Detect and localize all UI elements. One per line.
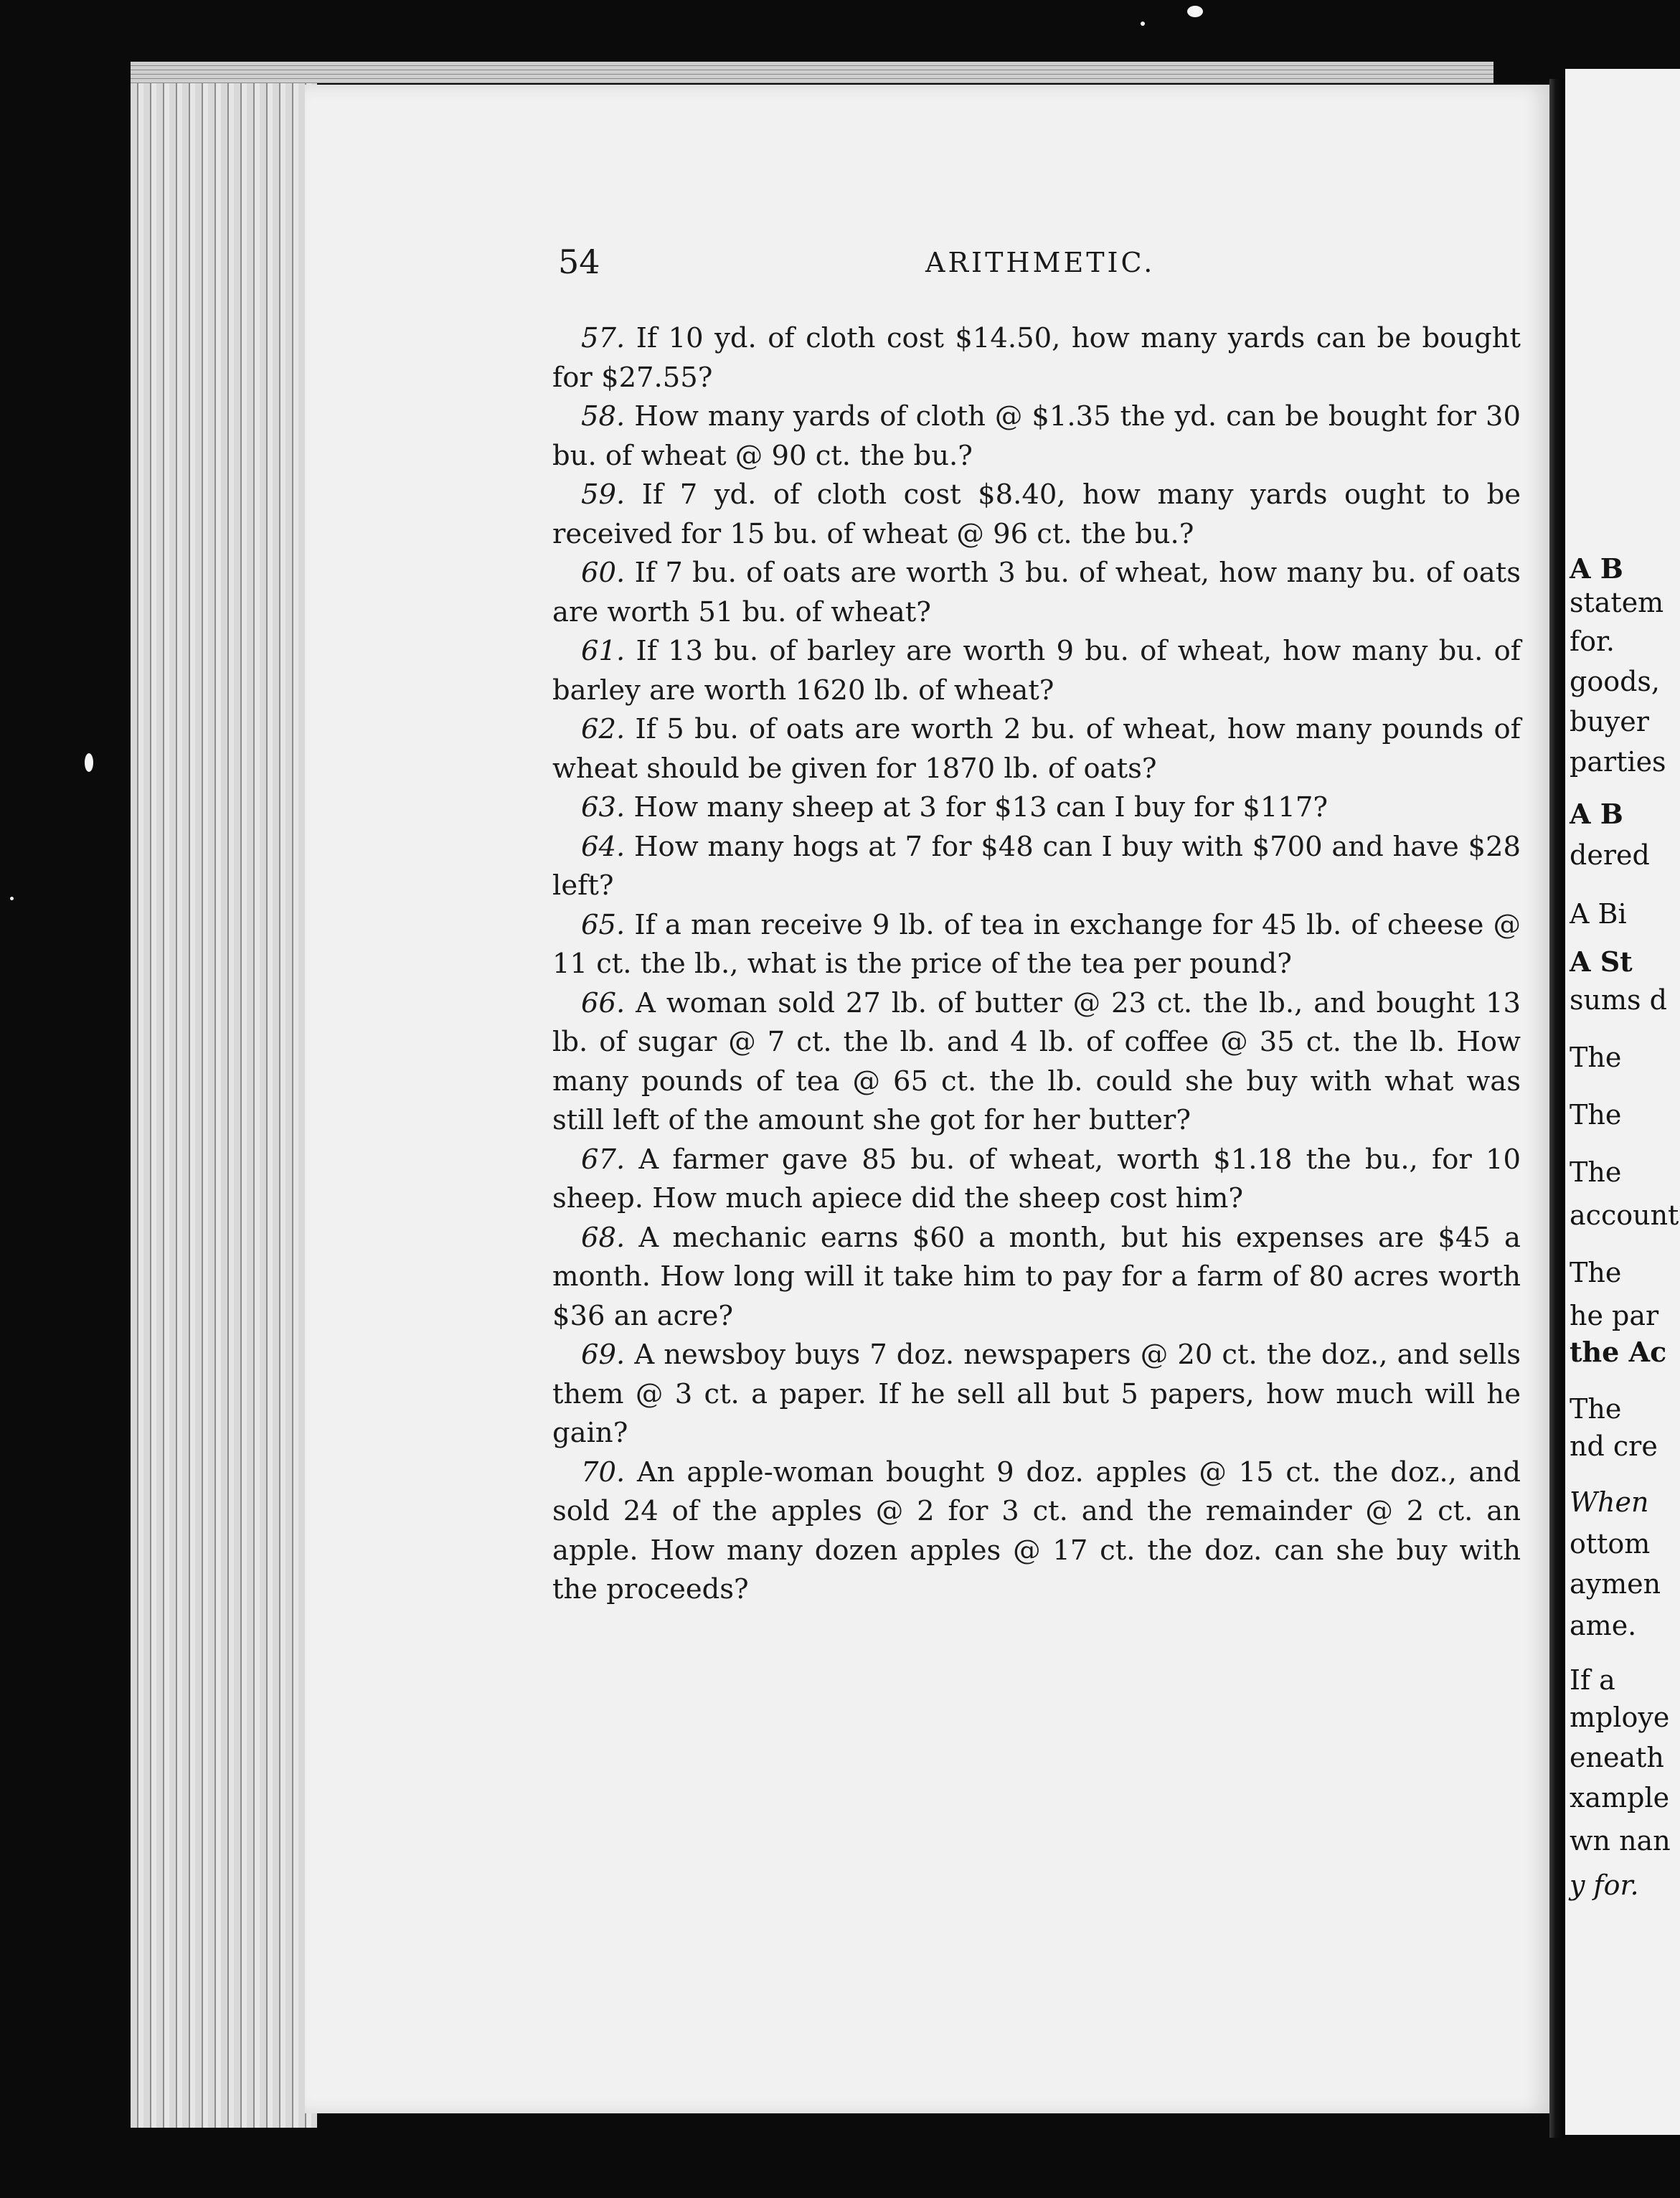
book-gutter <box>1549 79 1565 2138</box>
problem-item <box>552 788 1521 828</box>
scan-speck <box>85 753 93 772</box>
problem-item <box>552 984 1521 1141</box>
right-page-line: he par <box>1570 1300 1659 1331</box>
right-page-line: The <box>1570 1257 1622 1288</box>
right-page-line: parties <box>1570 746 1666 778</box>
problem-text: How many hogs at 7 for $48 can I buy with $700 and have $28 left? <box>552 830 1521 902</box>
problem-item <box>552 1453 1521 1610</box>
problem-text: How many yards of cloth @ $1.35 the yd. can be bought for 30 bu. of wheat @ 90 ct. the bu.? <box>552 400 1521 472</box>
problem-list <box>552 319 1521 1610</box>
right-page-line: A B <box>1570 798 1623 830</box>
problem-item <box>552 397 1521 476</box>
right-page-line: statem <box>1570 587 1664 618</box>
right-page-line: goods, <box>1570 666 1660 697</box>
right-page-line: A B <box>1570 552 1623 585</box>
scan-speck <box>1187 6 1203 17</box>
right-page-line: account <box>1570 1199 1679 1231</box>
problem-number: 68. <box>581 1221 626 1254</box>
right-page-line: buyer <box>1570 706 1649 737</box>
problem-text: A newsboy buys 7 doz. newspapers @ 20 ct. the doz., and sells them @ 3 ct. a paper. If he sell all but 5 papers, how much will he gain? <box>552 1339 1521 1449</box>
problem-text: If 5 bu. of oats are worth 2 bu. of wheat, how many pounds of wheat should be given for 1870 lb. of oats? <box>552 713 1521 785</box>
problem-item <box>552 906 1521 984</box>
right-page-line: y for. <box>1570 1869 1639 1901</box>
problem-number: 58. <box>581 400 626 433</box>
page-edges-top <box>131 62 1493 83</box>
problem-text: If a man receive 9 lb. of tea in exchange for 45 lb. of cheese @ 11 ct. the lb., what is the price of the tea per pound? <box>552 908 1521 980</box>
problem-text: If 13 bu. of barley are worth 9 bu. of wheat, how many bu. of barley are worth 1620 lb. of wheat? <box>552 635 1521 707</box>
problem-text: A woman sold 27 lb. of butter @ 23 ct. the lb., and bought 13 lb. of sugar @ 7 ct. the lb. and 4 lb. of coffee @ 35 ct. the lb. How many pounds of tea @ 65 ct. the lb. could she buy with what was still left of the amount she got for her butter? <box>552 986 1521 1136</box>
right-page-line: eneath <box>1570 1742 1664 1773</box>
problem-item <box>552 828 1521 906</box>
problem-item <box>552 1219 1521 1336</box>
right-page-line: dered <box>1570 839 1650 871</box>
right-page-line: A St <box>1570 945 1633 978</box>
page-number: 54 <box>558 242 600 281</box>
right-page-line: mploye <box>1570 1702 1670 1733</box>
problem-number: 62. <box>581 713 626 745</box>
problem-text: If 7 yd. of cloth cost $8.40, how many yards ought to be received for 15 bu. of wheat @ 96 ct. the bu.? <box>552 478 1521 550</box>
problem-number: 66. <box>581 986 626 1019</box>
right-page-line: When <box>1570 1486 1649 1518</box>
problem-text: An apple-woman bought 9 doz. apples @ 15 ct. the doz., and sold 24 of the apples @ 2 for 3 ct. and the remainder @ 2 ct. an apple. How many dozen apples @ 17 ct. the doz. can she buy with the proceeds? <box>552 1456 1521 1605</box>
problem-text: How many sheep at 3 for $13 can I buy for $117? <box>633 791 1328 824</box>
scan-speck <box>1141 22 1145 26</box>
right-page-line: The <box>1570 1042 1622 1073</box>
problem-item <box>552 632 1521 710</box>
scan-speck <box>10 897 14 900</box>
problem-number: 69. <box>581 1339 626 1371</box>
page-edges <box>131 62 317 2128</box>
right-page-line: The <box>1570 1156 1622 1188</box>
problem-text: A mechanic earns $60 a month, but his expenses are $45 a month. How long will it take him to pay for a farm of 80 acres worth $36 an acre? <box>552 1221 1521 1332</box>
right-page-line: xample <box>1570 1782 1670 1813</box>
problem-item <box>552 1141 1521 1219</box>
problem-text: A farmer gave 85 bu. of wheat, worth $1.18 the bu., for 10 sheep. How much apiece did the sheep cost him? <box>552 1143 1521 1214</box>
problem-text: If 7 bu. of oats are worth 3 bu. of wheat, how many bu. of oats are worth 51 bu. of wheat? <box>552 557 1521 628</box>
right-page-line: aymen <box>1570 1568 1661 1600</box>
problem-item <box>552 710 1521 788</box>
problem-number: 67. <box>581 1143 626 1176</box>
problem-item <box>552 554 1521 632</box>
right-page-line: for. <box>1570 626 1615 657</box>
right-page-line: wn nan <box>1570 1825 1671 1857</box>
problem-item <box>552 319 1521 397</box>
running-head: ARITHMETIC. <box>925 247 1156 278</box>
right-page-line: The <box>1570 1099 1622 1131</box>
problem-number: 70. <box>581 1456 626 1489</box>
problem-text: If 10 yd. of cloth cost $14.50, how many yards can be bought for $27.55? <box>552 322 1521 394</box>
right-page-line: nd cre <box>1570 1430 1658 1462</box>
problem-item <box>552 476 1521 554</box>
right-page-line: ottom <box>1570 1528 1651 1560</box>
problem-number: 60. <box>581 557 626 589</box>
right-page-line: sums d <box>1570 984 1667 1016</box>
right-page-line: ame. <box>1570 1610 1637 1641</box>
problem-number: 65. <box>581 908 626 941</box>
right-page-line: The <box>1570 1393 1622 1425</box>
problem-number: 59. <box>581 478 626 511</box>
right-page-line: A Bi <box>1570 898 1627 930</box>
problem-item <box>552 1336 1521 1453</box>
right-page-line: the Ac <box>1570 1336 1667 1368</box>
right-page-line: If a <box>1570 1664 1615 1696</box>
problem-number: 61. <box>581 635 626 667</box>
problem-number: 64. <box>581 830 626 863</box>
problem-number: 63. <box>581 791 626 824</box>
problem-number: 57. <box>581 322 626 354</box>
